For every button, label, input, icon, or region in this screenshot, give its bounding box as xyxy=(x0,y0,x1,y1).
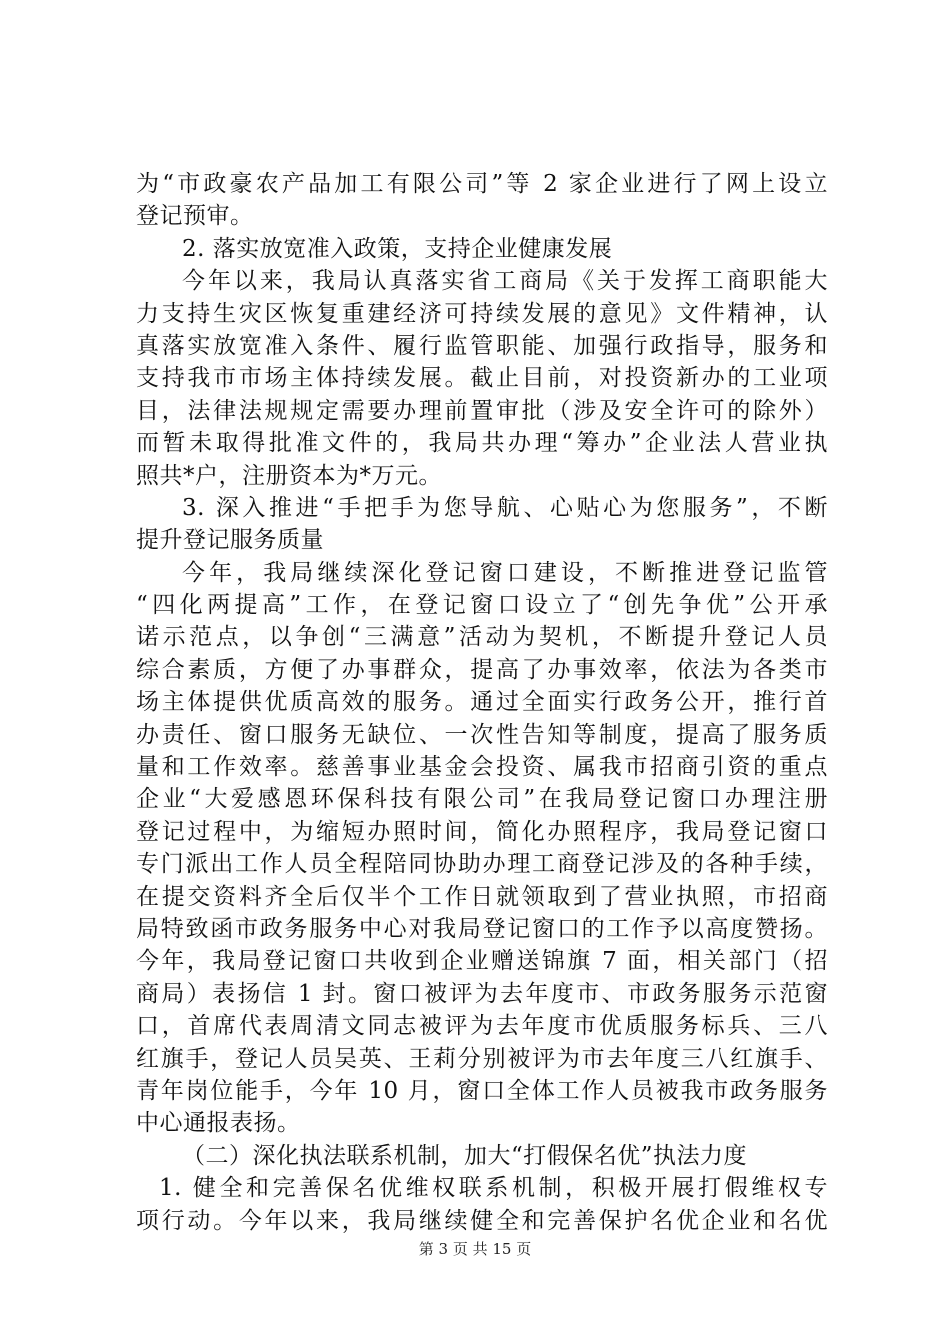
text-line: 量和工作效率。慈善事业基金会投资、属我市招商引资的重点 xyxy=(136,754,828,781)
text-line: 而暂未取得批准文件的，我局共办理“筹办”企业法人营业执 xyxy=(136,430,828,457)
text-line: 力支持生灾区恢复重建经济可持续发展的意见》文件精神，认 xyxy=(136,300,828,327)
text-line: 1. 健全和完善保名优维权联系机制，积极开展打假维权专 xyxy=(159,1175,828,1202)
text-line: 办责任、窗口服务无缺位、一次性告知等制度，提高了服务质 xyxy=(136,721,828,748)
text-line: 局特致函市政务服务中心对我局登记窗口的工作予以高度赞扬。 xyxy=(136,915,828,942)
text-line: 场主体提供优质高效的服务。通过全面实行政务公开，推行首 xyxy=(136,689,828,716)
text-line: 真落实放宽准入条件、履行监管职能、加强行政指导，服务和 xyxy=(136,332,828,359)
text-line: 口，首席代表周清文同志被评为去年度市优质服务标兵、三八 xyxy=(136,1013,828,1040)
text-line: 在提交资料齐全后仅半个工作日就领取到了营业执照，市招商 xyxy=(136,883,828,910)
section-heading: 提升登记服务质量 xyxy=(136,527,324,554)
document-body xyxy=(136,168,828,1237)
text-line: 中心通报表扬。 xyxy=(136,1110,301,1137)
text-line: 青年岗位能手，今年 10 月，窗口全体工作人员被我市政务服务 xyxy=(136,1077,828,1104)
text-line: 今年，我局继续深化登记窗口建设，不断推进登记监管 xyxy=(182,559,828,586)
section-heading: 2. 落实放宽准入政策，支持企业健康发展 xyxy=(182,235,613,262)
section-heading: 3. 深入推进“手把手为您导航、心贴心为您服务”，不断 xyxy=(182,494,828,521)
text-line: 登记预审。 xyxy=(136,203,254,230)
text-line: 项行动。今年以来，我局继续健全和完善保护名优企业和名优 xyxy=(136,1207,828,1234)
section-heading: （二）深化执法联系机制，加大“打假保名优”执法力度 xyxy=(182,1142,748,1169)
text-line: “四化两提高”工作，在登记窗口设立了“创先争优”公开承 xyxy=(136,592,828,619)
text-line: 专门派出工作人员全程陪同协助办理工商登记涉及的各种手续， xyxy=(136,851,828,878)
text-line: 诺示范点，以争创“三满意”活动为契机，不断提升登记人员 xyxy=(136,624,828,651)
text-line: 商局）表扬信 1 封。窗口被评为去年度市、市政务服务示范窗 xyxy=(136,980,828,1007)
text-line: 登记过程中，为缩短办照时间，简化办照程序，我局登记窗口 xyxy=(136,818,828,845)
text-line: 红旗手，登记人员吴英、王莉分别被评为市去年度三八红旗手、 xyxy=(136,1045,828,1072)
text-line: 目，法律法规规定需要办理前置审批（涉及安全许可的除外） xyxy=(136,397,828,424)
text-line: 支持我市市场主体持续发展。截止目前，对投资新办的工业项 xyxy=(136,365,828,392)
text-line: 今年以来，我局认真落实省工商局《关于发挥工商职能大 xyxy=(182,268,828,295)
text-line: 为“市政豪农产品加工有限公司”等 2 家企业进行了网上设立 xyxy=(136,171,828,197)
text-line: 今年，我局登记窗口共收到企业赠送锦旗 7 面，相关部门（招 xyxy=(136,948,828,975)
text-line: 照共*户，注册资本为*万元。 xyxy=(136,462,442,489)
text-line: 综合素质，方便了办事群众，提高了办事效率，依法为各类市 xyxy=(136,656,828,683)
text-line: 企业“大爱感恩环保科技有限公司”在我局登记窗口办理注册 xyxy=(136,786,828,813)
page-number-footer: 第 3 页 共 15 页 xyxy=(418,1240,532,1258)
